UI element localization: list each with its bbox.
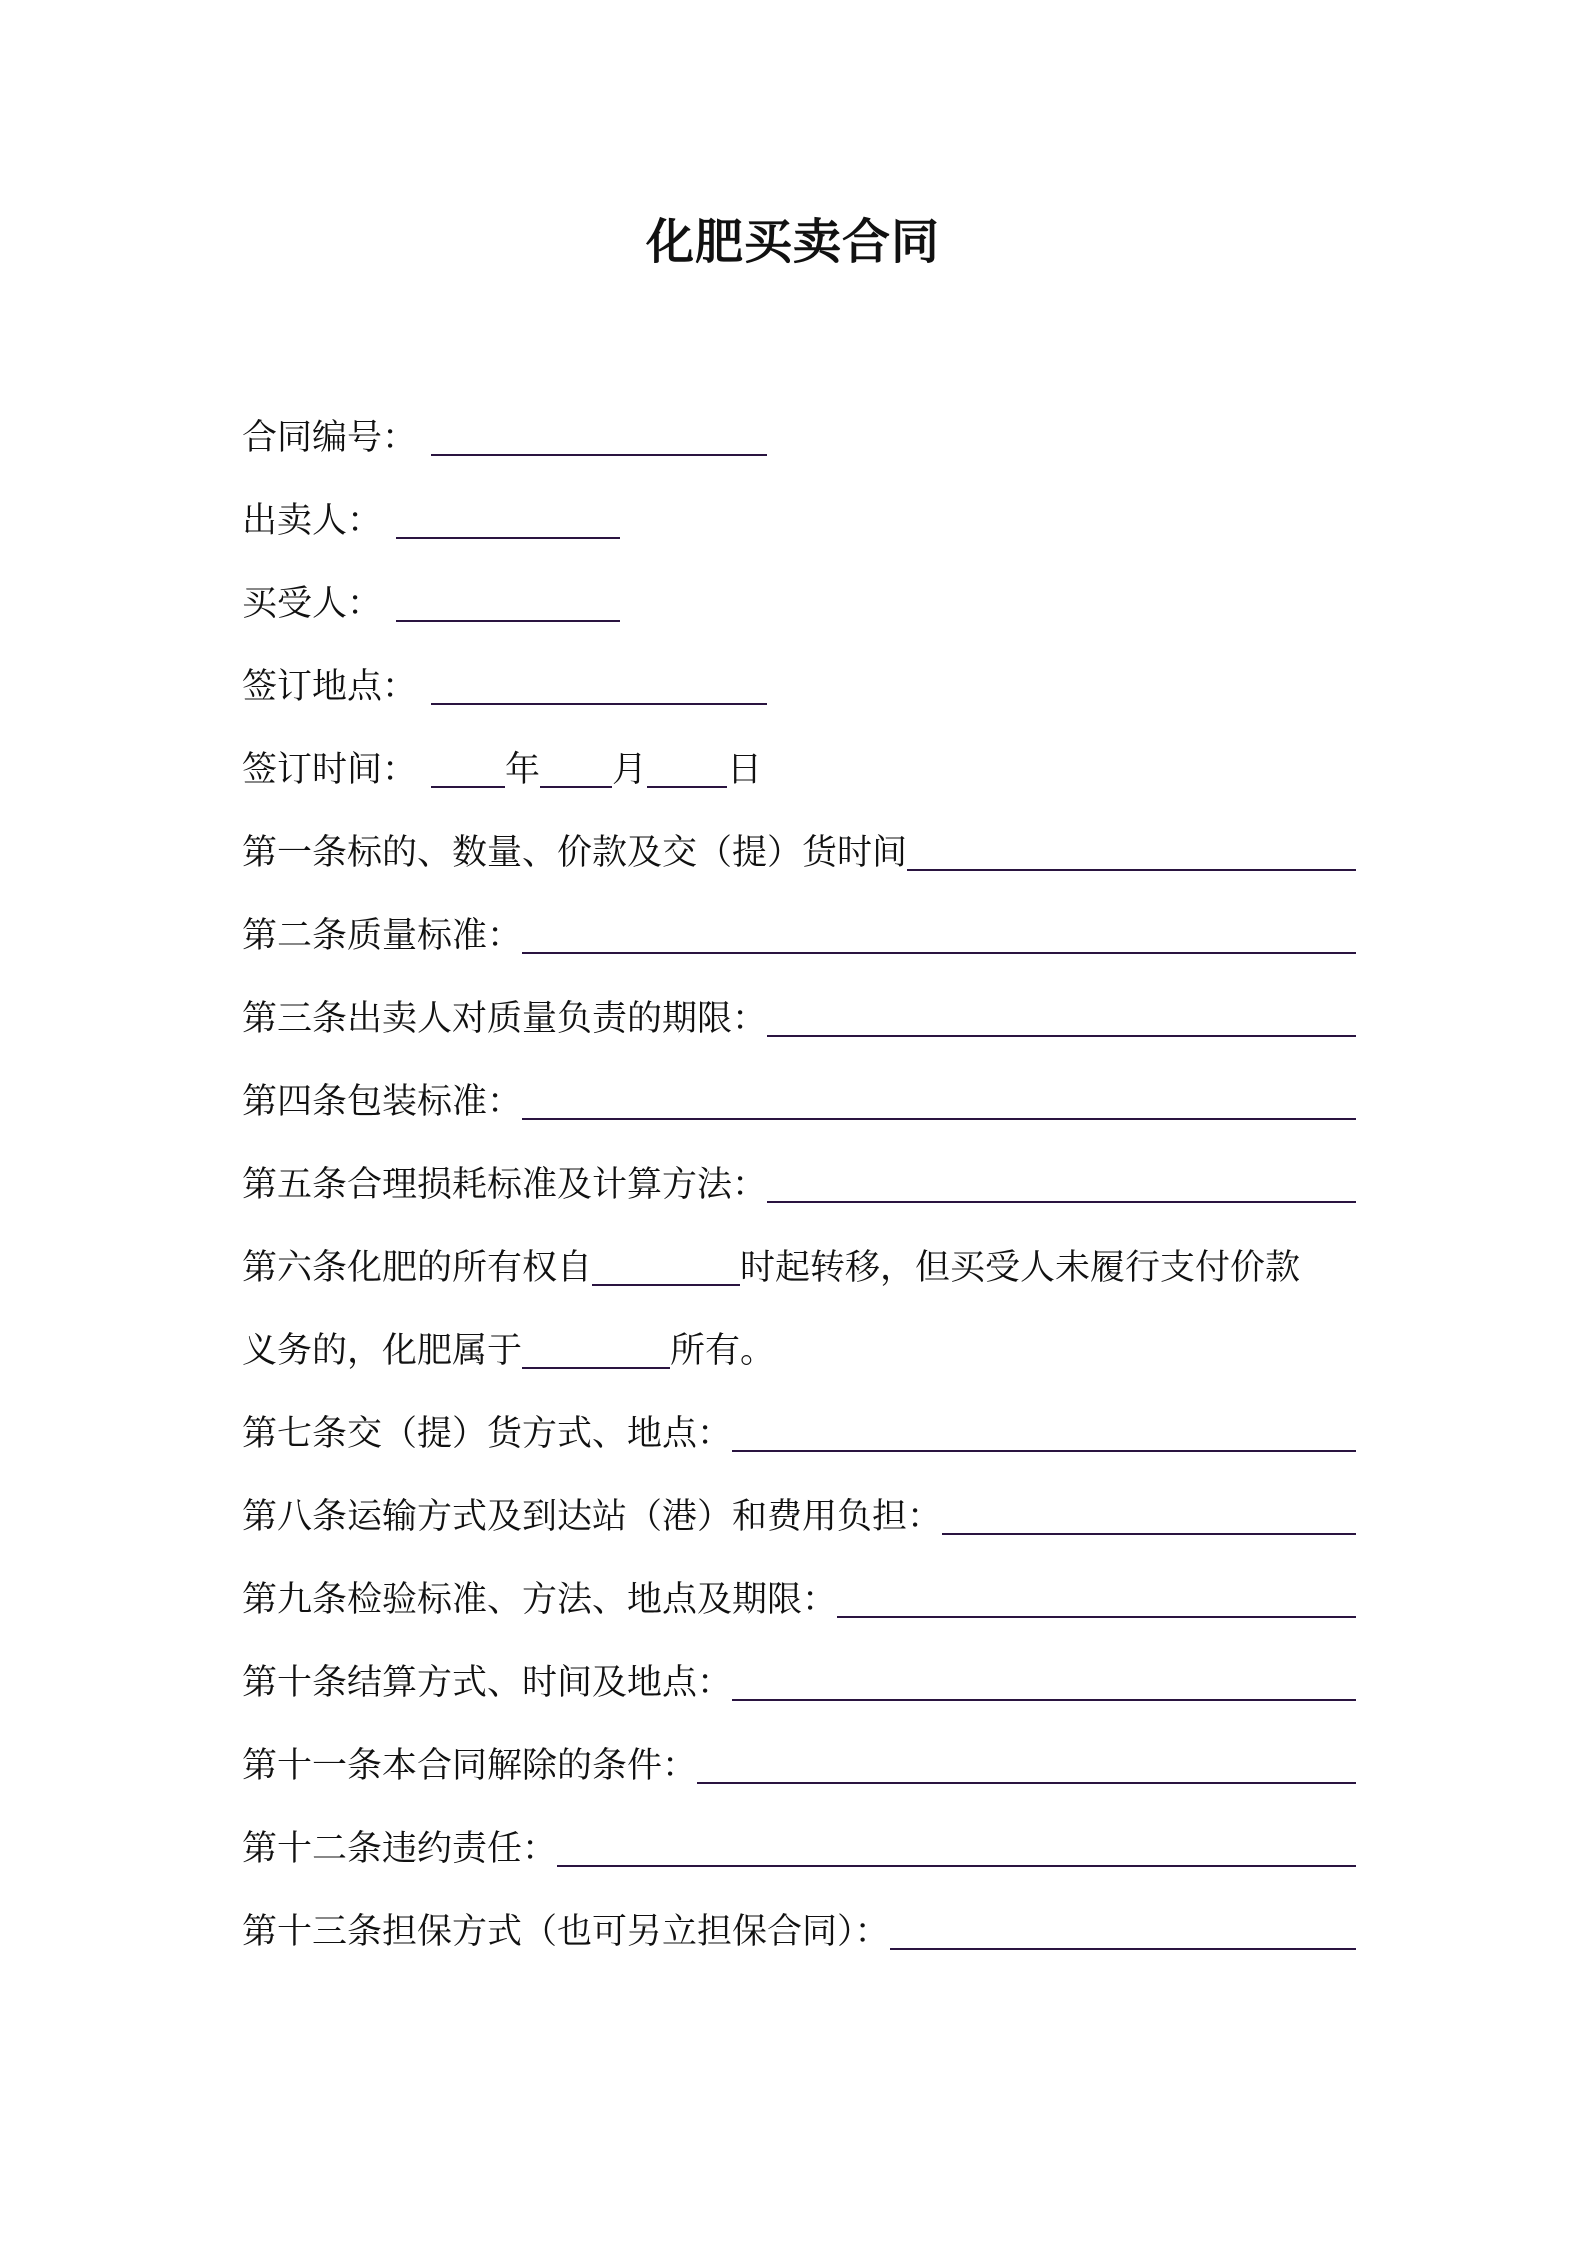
article-12-label: 第十二条违约责任： [242,1829,558,1869]
field-contract-number [242,408,1356,468]
article-10 [242,1653,1356,1713]
blank-day[interactable] [647,742,727,788]
article-10-blank[interactable] [732,1655,1356,1701]
blank-buyer[interactable] [396,576,620,622]
article-1 [242,823,1356,883]
article-13-blank[interactable] [890,1904,1356,1950]
field-label-contract-number: 合同编号： [242,418,418,458]
article-9-blank[interactable] [837,1572,1356,1618]
blank-contract-number[interactable] [431,410,767,456]
blank-year[interactable] [431,742,505,788]
article-5-blank[interactable] [767,1157,1356,1203]
article-4-blank[interactable] [522,1074,1356,1120]
article-2 [242,906,1356,966]
article-11 [242,1736,1356,1796]
blank-seller[interactable] [396,493,620,539]
article-13 [242,1902,1356,1962]
article-8 [242,1487,1356,1547]
article-7-blank[interactable] [732,1406,1356,1452]
article-3-blank[interactable] [767,991,1356,1037]
article-6-line-2 [242,1321,1356,1381]
article-11-blank[interactable] [697,1738,1356,1784]
article-8-blank[interactable] [942,1489,1356,1535]
article-4-label: 第四条包装标准： [242,1082,523,1122]
label-year: 年 [505,750,541,790]
article-3-label: 第三条出卖人对质量负责的期限： [242,999,768,1039]
field-signing-place [242,657,1356,717]
article-12-blank[interactable] [557,1821,1356,1867]
field-signing-time [242,740,1356,800]
article-6-label-part1: 第六条化肥的所有权自 [242,1248,593,1288]
article-2-blank[interactable] [522,908,1356,954]
article-6-label-part4: 所有。 [670,1331,776,1371]
field-buyer [242,574,1356,634]
article-3 [242,989,1356,1049]
field-seller [242,491,1356,551]
article-6-line-1 [242,1238,1356,1298]
article-8-label: 第八条运输方式及到达站（港）和费用负担： [242,1497,943,1537]
document-title: 化肥买卖合同 [645,214,940,270]
article-12 [242,1819,1356,1879]
article-9 [242,1570,1356,1630]
article-4 [242,1072,1356,1132]
article-5-label: 第五条合理损耗标准及计算方法： [242,1165,768,1205]
article-6-label-part2: 时起转移，但买受人未履行支付价款 [740,1248,1301,1288]
article-9-label: 第九条检验标准、方法、地点及期限： [242,1580,838,1620]
article-1-label: 第一条标的、数量、价款及交（提）货时间 [242,833,908,873]
field-label-signing-time: 签订时间： [242,750,418,790]
article-1-blank[interactable] [907,825,1356,871]
field-label-signing-place: 签订地点： [242,667,418,707]
field-label-buyer: 买受人： [242,584,383,624]
article-7 [242,1404,1356,1464]
label-day: 日 [727,750,763,790]
article-6-blank-transfer-time[interactable] [592,1240,740,1286]
article-6-blank-owner[interactable] [522,1323,670,1369]
field-label-seller: 出卖人： [242,501,383,541]
article-10-label: 第十条结算方式、时间及地点： [242,1663,733,1703]
article-6-label-part3: 义务的，化肥属于 [242,1331,523,1371]
blank-signing-place[interactable] [431,659,767,705]
blank-month[interactable] [540,742,612,788]
article-5 [242,1155,1356,1215]
article-13-label: 第十三条担保方式（也可另立担保合同）： [242,1912,890,1952]
article-7-label: 第七条交（提）货方式、地点： [242,1414,733,1454]
label-month: 月 [612,750,648,790]
article-11-label: 第十一条本合同解除的条件： [242,1746,698,1786]
article-2-label: 第二条质量标准： [242,916,523,956]
